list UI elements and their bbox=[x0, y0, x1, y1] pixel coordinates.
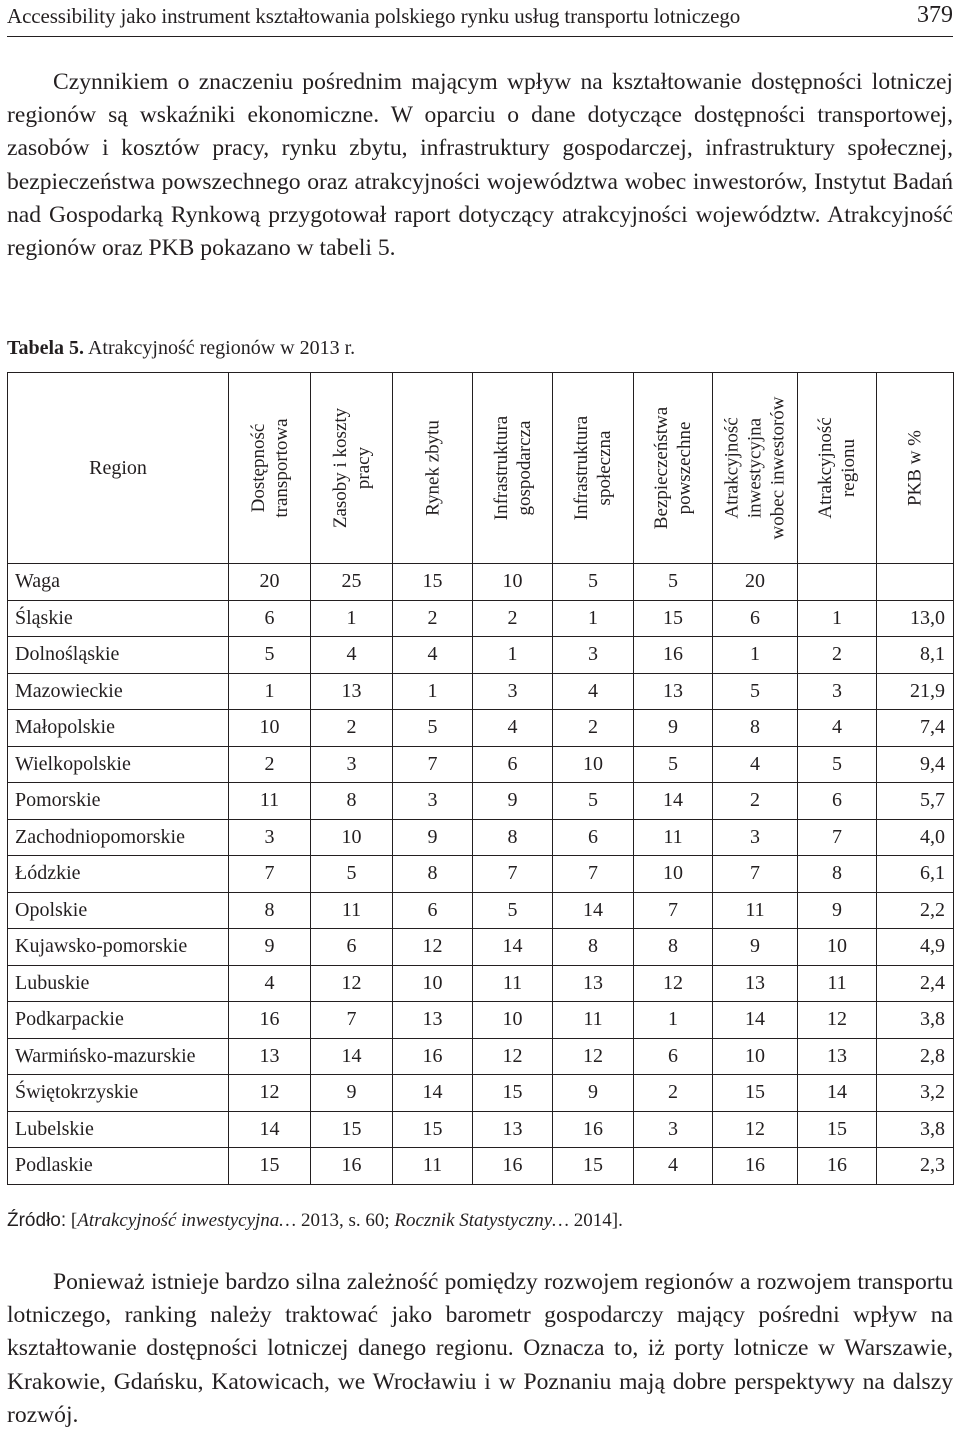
rank-cell: 9 bbox=[393, 819, 473, 856]
rank-cell: 10 bbox=[473, 1002, 553, 1039]
table-caption bbox=[7, 337, 355, 360]
rank-cell: 14 bbox=[634, 783, 713, 820]
region-name-cell: Śląskie bbox=[8, 600, 229, 637]
rank-cell: 16 bbox=[311, 1148, 393, 1185]
rank-cell: 5 bbox=[634, 746, 713, 783]
region-name-cell: Łódzkie bbox=[8, 856, 229, 893]
rank-cell: 6 bbox=[473, 746, 553, 783]
rank-cell: 4 bbox=[553, 673, 634, 710]
rank-cell: 10 bbox=[229, 710, 311, 747]
rank-cell: 2 bbox=[393, 600, 473, 637]
rank-cell: 7 bbox=[473, 856, 553, 893]
rank-cell: 11 bbox=[798, 965, 877, 1002]
rank-cell: 11 bbox=[553, 1002, 634, 1039]
rank-cell: 5 bbox=[553, 783, 634, 820]
rank-cell: 16 bbox=[473, 1148, 553, 1185]
rank-cell: 12 bbox=[713, 1111, 798, 1148]
table-header-row bbox=[8, 373, 954, 564]
rank-cell: 2 bbox=[553, 710, 634, 747]
column-header-public-safety: Bezpieczeństwa powszechne bbox=[634, 373, 713, 564]
rank-cell: 16 bbox=[798, 1148, 877, 1185]
region-name-cell: Pomorskie bbox=[8, 783, 229, 820]
rank-cell: 6 bbox=[311, 929, 393, 966]
rank-cell: 12 bbox=[553, 1038, 634, 1075]
rank-cell: 14 bbox=[393, 1075, 473, 1112]
region-name-cell: Warmińsko-mazurskie bbox=[8, 1038, 229, 1075]
rank-cell: 3 bbox=[229, 819, 311, 856]
table-row bbox=[8, 965, 954, 1002]
rank-cell: 10 bbox=[393, 965, 473, 1002]
rank-cell: 6 bbox=[553, 819, 634, 856]
rank-cell: 13 bbox=[798, 1038, 877, 1075]
rank-cell: 3 bbox=[798, 673, 877, 710]
body-paragraph-1: Czynnikiem o znaczeniu pośrednim mającym wpływ na kształtowanie dostępności lotniczej regionów są wskaźniki ekonomiczne. W oparciu o dane dotyczące dostępności transportowej, zasobów i kosztów pracy, rynku zbytu, infrastruktury gospodarczej, infrastruktury społecznej, bezpieczeństwa powszechnego oraz atrakcyjności województwa wobec inwestorów, Instytut Badań nad Gospodarką Rynkową przygotował raport dotyczący atrakcyjności województw. Atrakcyjność regionów oraz PKB pokazano w tabeli 5. bbox=[7, 69, 953, 262]
table-row bbox=[8, 710, 954, 747]
region-name-cell: Podkarpackie bbox=[8, 1002, 229, 1039]
rank-cell: 15 bbox=[229, 1148, 311, 1185]
rank-cell: 8 bbox=[798, 856, 877, 893]
rank-cell: 11 bbox=[713, 892, 798, 929]
rank-cell: 1 bbox=[553, 600, 634, 637]
rank-cell: 12 bbox=[229, 1075, 311, 1112]
rank-cell: 1 bbox=[311, 600, 393, 637]
rank-cell: 5 bbox=[311, 856, 393, 893]
region-name-cell: Małopolskie bbox=[8, 710, 229, 747]
region-name-cell: Lubuskie bbox=[8, 965, 229, 1002]
gdp-cell: 3,8 bbox=[877, 1111, 954, 1148]
rank-cell: 12 bbox=[634, 965, 713, 1002]
rank-cell: 3 bbox=[713, 819, 798, 856]
rank-cell: 10 bbox=[473, 564, 553, 601]
rank-cell: 14 bbox=[798, 1075, 877, 1112]
source-ref-2: Rocznik Statystyczny… bbox=[394, 1210, 570, 1231]
rank-cell: 8 bbox=[311, 783, 393, 820]
rank-cell: 25 bbox=[311, 564, 393, 601]
region-name-cell: Zachodniopomorskie bbox=[8, 819, 229, 856]
rank-cell: 15 bbox=[311, 1111, 393, 1148]
table-row bbox=[8, 929, 954, 966]
rank-cell: 4 bbox=[473, 710, 553, 747]
rank-cell: 14 bbox=[311, 1038, 393, 1075]
gdp-cell: 6,1 bbox=[877, 856, 954, 893]
rank-cell bbox=[798, 564, 877, 601]
table-row bbox=[8, 746, 954, 783]
rank-cell: 5 bbox=[713, 673, 798, 710]
table-source: Źródło: [Atrakcyjność inwestycyjna… 2013, s. 60; Rocznik Statystyczny… 2014]. bbox=[7, 1210, 623, 1231]
region-name-cell: Mazowieckie bbox=[8, 673, 229, 710]
rank-cell: 6 bbox=[713, 600, 798, 637]
column-header-labour: Zasoby i koszty pracy bbox=[311, 373, 393, 564]
rank-cell: 5 bbox=[473, 892, 553, 929]
attractiveness-table bbox=[7, 372, 954, 1185]
gdp-cell: 7,4 bbox=[877, 710, 954, 747]
rank-cell: 4 bbox=[798, 710, 877, 747]
region-name-cell: Kujawsko-pomorskie bbox=[8, 929, 229, 966]
rank-cell: 8 bbox=[473, 819, 553, 856]
rank-cell: 5 bbox=[634, 564, 713, 601]
table-row bbox=[8, 1111, 954, 1148]
rank-cell: 1 bbox=[634, 1002, 713, 1039]
rank-cell: 12 bbox=[473, 1038, 553, 1075]
rank-cell: 15 bbox=[713, 1075, 798, 1112]
gdp-cell: 5,7 bbox=[877, 783, 954, 820]
rank-cell: 2 bbox=[798, 637, 877, 674]
table-row bbox=[8, 673, 954, 710]
running-header bbox=[7, 0, 953, 37]
rank-cell: 6 bbox=[229, 600, 311, 637]
rank-cell: 7 bbox=[393, 746, 473, 783]
rank-cell: 9 bbox=[311, 1075, 393, 1112]
rank-cell: 2 bbox=[634, 1075, 713, 1112]
rank-cell: 10 bbox=[798, 929, 877, 966]
rank-cell: 7 bbox=[798, 819, 877, 856]
table-row bbox=[8, 1148, 954, 1185]
rank-cell: 7 bbox=[713, 856, 798, 893]
rank-cell: 4 bbox=[393, 637, 473, 674]
rank-cell: 2 bbox=[473, 600, 553, 637]
rank-cell: 16 bbox=[393, 1038, 473, 1075]
column-header-social-infrastructure: Infrastruktura społeczna bbox=[553, 373, 634, 564]
column-header-region-attractiveness: Atrakcyjność regionu bbox=[798, 373, 877, 564]
rank-cell: 5 bbox=[393, 710, 473, 747]
region-name-cell: Wielkopolskie bbox=[8, 746, 229, 783]
rank-cell: 10 bbox=[713, 1038, 798, 1075]
rank-cell: 14 bbox=[553, 892, 634, 929]
rank-cell: 7 bbox=[311, 1002, 393, 1039]
rank-cell: 11 bbox=[229, 783, 311, 820]
rank-cell: 20 bbox=[713, 564, 798, 601]
rank-cell: 14 bbox=[473, 929, 553, 966]
table-row bbox=[8, 856, 954, 893]
rank-cell: 3 bbox=[393, 783, 473, 820]
table-row bbox=[8, 600, 954, 637]
region-name-cell: Opolskie bbox=[8, 892, 229, 929]
rank-cell: 8 bbox=[393, 856, 473, 893]
rank-cell: 1 bbox=[713, 637, 798, 674]
rank-cell: 7 bbox=[634, 892, 713, 929]
table-row bbox=[8, 1075, 954, 1112]
rank-cell: 16 bbox=[713, 1148, 798, 1185]
rank-cell: 8 bbox=[229, 892, 311, 929]
rank-cell: 9 bbox=[713, 929, 798, 966]
column-header-transport-accessibility: Dostępność transportowa bbox=[229, 373, 311, 564]
table-row bbox=[8, 783, 954, 820]
region-name-cell: Waga bbox=[8, 564, 229, 601]
rank-cell: 1 bbox=[393, 673, 473, 710]
column-header-economic-infrastructure: Infrastruktura gospodarcza bbox=[473, 373, 553, 564]
gdp-cell: 3,2 bbox=[877, 1075, 954, 1112]
rank-cell: 8 bbox=[553, 929, 634, 966]
gdp-cell: 2,2 bbox=[877, 892, 954, 929]
rank-cell: 14 bbox=[229, 1111, 311, 1148]
source-ref-1: Atrakcyjność inwestycyjna… bbox=[77, 1210, 297, 1231]
rank-cell: 3 bbox=[553, 637, 634, 674]
rank-cell: 16 bbox=[553, 1111, 634, 1148]
rank-cell: 1 bbox=[473, 637, 553, 674]
rank-cell: 11 bbox=[473, 965, 553, 1002]
rank-cell: 12 bbox=[311, 965, 393, 1002]
gdp-cell: 4,0 bbox=[877, 819, 954, 856]
running-title: Accessibility jako instrument kształtowania polskiego rynku usług transportu lotniczego bbox=[7, 4, 741, 28]
rank-cell: 4 bbox=[634, 1148, 713, 1185]
table-row bbox=[8, 1002, 954, 1039]
gdp-cell: 13,0 bbox=[877, 600, 954, 637]
gdp-cell bbox=[877, 564, 954, 601]
rank-cell: 12 bbox=[393, 929, 473, 966]
gdp-cell: 4,9 bbox=[877, 929, 954, 966]
rank-cell: 8 bbox=[634, 929, 713, 966]
rank-cell: 9 bbox=[473, 783, 553, 820]
rank-cell: 5 bbox=[798, 746, 877, 783]
rank-cell: 3 bbox=[634, 1111, 713, 1148]
rank-cell: 4 bbox=[229, 965, 311, 1002]
table-caption-label: Tabela 5. bbox=[7, 337, 85, 359]
rank-cell: 7 bbox=[553, 856, 634, 893]
rank-cell: 3 bbox=[311, 746, 393, 783]
rank-cell: 20 bbox=[229, 564, 311, 601]
rank-cell: 3 bbox=[473, 673, 553, 710]
rank-cell: 15 bbox=[798, 1111, 877, 1148]
rank-cell: 13 bbox=[634, 673, 713, 710]
gdp-cell: 2,3 bbox=[877, 1148, 954, 1185]
table-row bbox=[8, 819, 954, 856]
rank-cell: 8 bbox=[713, 710, 798, 747]
region-name-cell: Świętokrzyskie bbox=[8, 1075, 229, 1112]
rank-cell: 13 bbox=[311, 673, 393, 710]
rank-cell: 13 bbox=[473, 1111, 553, 1148]
page-number: 379 bbox=[917, 2, 953, 28]
rank-cell: 6 bbox=[393, 892, 473, 929]
table-row bbox=[8, 637, 954, 674]
body-paragraph-2: Ponieważ istnieje bardzo silna zależność pomiędzy rozwojem regionów a rozwojem transportu lotniczego, ranking należy traktować jako barometr gospodarczy mający pośredni wpływ na kształtowanie dostępności lotniczej danego regionu. Oznacza to, iż porty lotnicze w Warszawie, Krakowie, Gdańsku, Katowicach, we Wrocławiu i w Poznaniu mają dobre perspektywy na dalszy rozwój. bbox=[7, 1269, 953, 1428]
region-name-cell: Lubelskie bbox=[8, 1111, 229, 1148]
table-body bbox=[8, 564, 954, 1185]
rank-cell: 12 bbox=[798, 1002, 877, 1039]
column-header-gdp: PKB w % bbox=[877, 373, 954, 564]
rank-cell: 11 bbox=[393, 1148, 473, 1185]
region-name-cell: Podlaskie bbox=[8, 1148, 229, 1185]
rank-cell: 2 bbox=[229, 746, 311, 783]
gdp-cell: 9,4 bbox=[877, 746, 954, 783]
rank-cell: 14 bbox=[713, 1002, 798, 1039]
rank-cell: 6 bbox=[634, 1038, 713, 1075]
rank-cell: 15 bbox=[553, 1148, 634, 1185]
rank-cell: 6 bbox=[798, 783, 877, 820]
rank-cell: 4 bbox=[311, 637, 393, 674]
gdp-cell: 21,9 bbox=[877, 673, 954, 710]
rank-cell: 13 bbox=[393, 1002, 473, 1039]
table-row bbox=[8, 564, 954, 601]
rank-cell: 5 bbox=[553, 564, 634, 601]
gdp-cell: 2,8 bbox=[877, 1038, 954, 1075]
table-caption-text: Atrakcyjność regionów w 2013 r. bbox=[87, 337, 356, 359]
rank-cell: 2 bbox=[311, 710, 393, 747]
rank-cell: 10 bbox=[311, 819, 393, 856]
rank-cell: 11 bbox=[634, 819, 713, 856]
rank-cell: 15 bbox=[634, 600, 713, 637]
rank-cell: 2 bbox=[713, 783, 798, 820]
rank-cell: 10 bbox=[634, 856, 713, 893]
rank-cell: 9 bbox=[553, 1075, 634, 1112]
rank-cell: 13 bbox=[553, 965, 634, 1002]
gdp-cell: 2,4 bbox=[877, 965, 954, 1002]
rank-cell: 16 bbox=[229, 1002, 311, 1039]
rank-cell: 1 bbox=[798, 600, 877, 637]
source-label: Źródło: bbox=[7, 1210, 67, 1231]
rank-cell: 5 bbox=[229, 637, 311, 674]
rank-cell: 15 bbox=[393, 1111, 473, 1148]
column-header-region: Region bbox=[8, 373, 229, 564]
rank-cell: 13 bbox=[713, 965, 798, 1002]
rank-cell: 9 bbox=[798, 892, 877, 929]
rank-cell: 13 bbox=[229, 1038, 311, 1075]
rank-cell: 9 bbox=[229, 929, 311, 966]
rank-cell: 15 bbox=[393, 564, 473, 601]
rank-cell: 9 bbox=[634, 710, 713, 747]
region-name-cell: Dolnośląskie bbox=[8, 637, 229, 674]
rank-cell: 7 bbox=[229, 856, 311, 893]
rank-cell: 16 bbox=[634, 637, 713, 674]
rank-cell: 11 bbox=[311, 892, 393, 929]
table-row bbox=[8, 1038, 954, 1075]
rank-cell: 4 bbox=[713, 746, 798, 783]
rank-cell: 15 bbox=[473, 1075, 553, 1112]
rank-cell: 10 bbox=[553, 746, 634, 783]
column-header-market: Rynek zbytu bbox=[393, 373, 473, 564]
column-header-investment-attractiveness: Atrakcyjność inwestycyjna wobec inwestorów bbox=[713, 373, 798, 564]
table-row bbox=[8, 892, 954, 929]
gdp-cell: 8,1 bbox=[877, 637, 954, 674]
gdp-cell: 3,8 bbox=[877, 1002, 954, 1039]
rank-cell: 1 bbox=[229, 673, 311, 710]
